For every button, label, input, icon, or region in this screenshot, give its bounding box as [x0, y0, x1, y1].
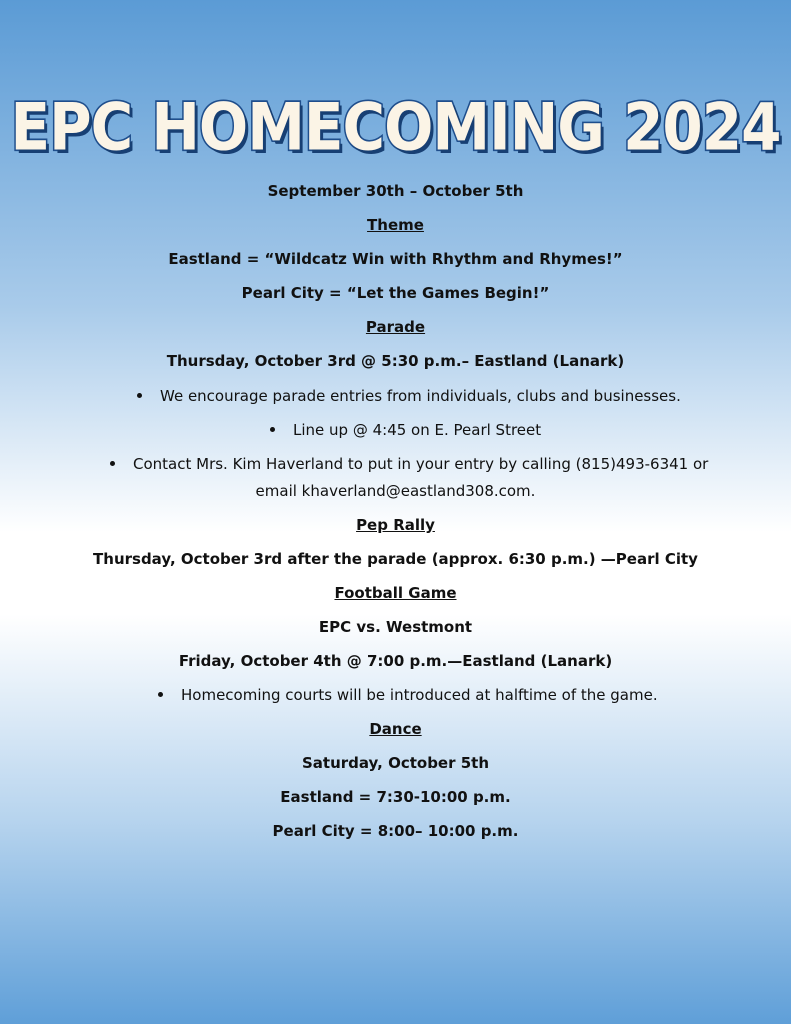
flyer-title: EPC HOMECOMING 2024 — [10, 88, 781, 166]
parade-heading: Parade — [365, 318, 426, 336]
bullet-dot — [270, 427, 275, 432]
dance-eastland: Eastland = 7:30-10:00 p.m. — [280, 788, 511, 806]
dance-pearl-city: Pearl City = 8:00– 10:00 p.m. — [272, 822, 519, 840]
parade-bullet-1 — [137, 386, 681, 406]
pep-rally-heading: Pep Rally — [356, 516, 435, 534]
parade-contact-email: email khaverland@eastland308.com. — [255, 482, 536, 500]
parade-bullet-3 — [110, 454, 708, 474]
parade-bullet-3-text: Contact Mrs. Kim Haverland to put in your entry by calling (815)493-6341 or — [133, 455, 709, 473]
bullet-dot — [158, 692, 163, 697]
bullet-dot — [110, 461, 115, 466]
dance-date: Saturday, October 5th — [301, 754, 490, 772]
football-matchup: EPC vs. Westmont — [318, 618, 473, 636]
parade-bullet-2-text: Line up @ 4:45 on E. Pearl Street — [293, 421, 542, 439]
bullet-dot — [137, 393, 142, 398]
theme-pearl-city: Pearl City = “Let the Games Begin!” — [241, 284, 550, 302]
football-bullet-text: Homecoming courts will be introduced at halftime of the game. — [181, 686, 658, 704]
football-heading: Football Game — [334, 584, 457, 602]
event-dates: September 30th – October 5th — [267, 182, 524, 200]
parade-bullet-1-text: We encourage parade entries from individuals, clubs and businesses. — [160, 387, 681, 405]
theme-heading: Theme — [367, 216, 424, 234]
pep-rally-when: Thursday, October 3rd after the parade (approx. 6:30 p.m.) —Pearl City — [93, 550, 698, 568]
football-bullet — [158, 685, 658, 705]
dance-heading: Dance — [369, 720, 422, 738]
parade-when: Thursday, October 3rd @ 5:30 p.m.– Eastland (Lanark) — [166, 352, 625, 370]
parade-bullet-2 — [270, 420, 541, 440]
football-when: Friday, October 4th @ 7:00 p.m.—Eastland (Lanark) — [178, 652, 613, 670]
theme-eastland: Eastland = “Wildcatz Win with Rhythm and Rhymes!” — [168, 250, 623, 268]
